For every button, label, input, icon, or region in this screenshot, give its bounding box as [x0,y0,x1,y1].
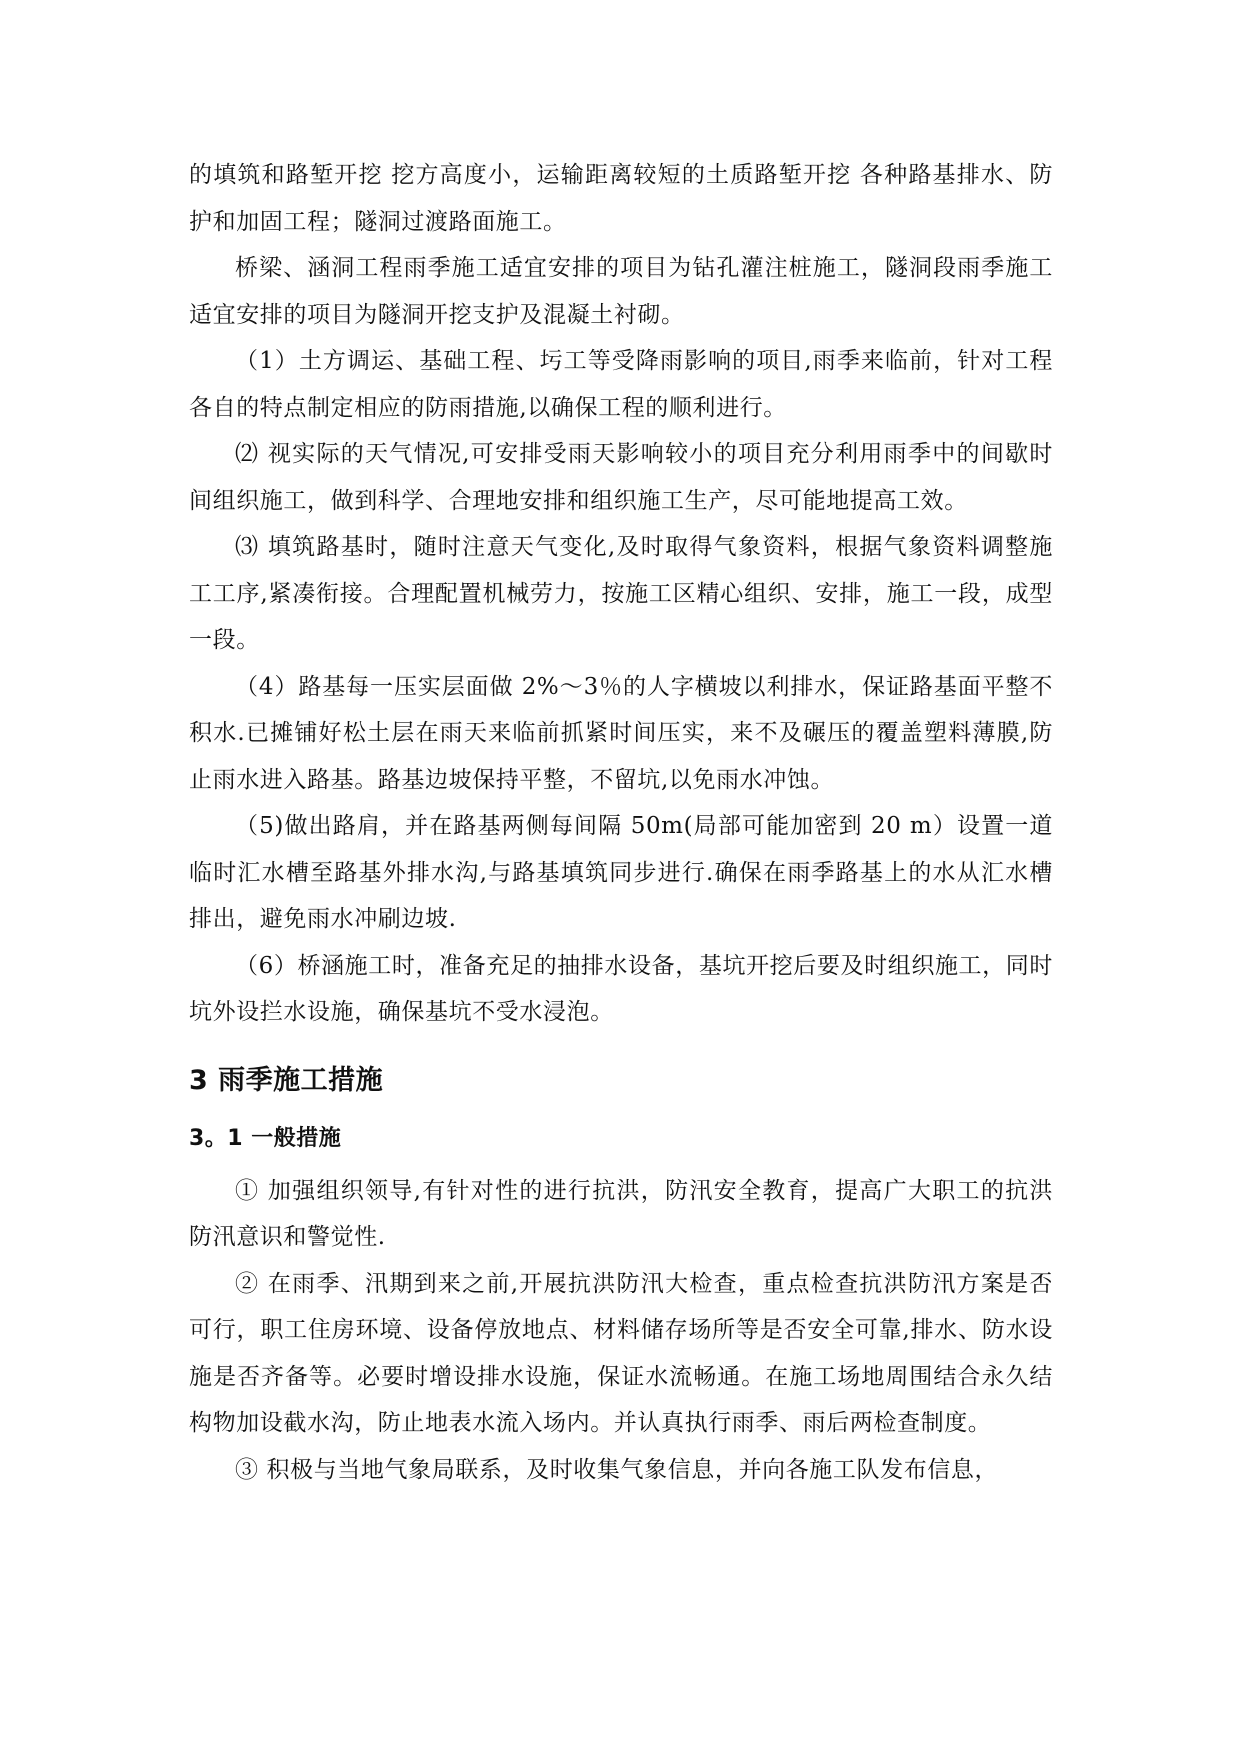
section-heading: 3 雨季施工措施 [189,1064,384,1096]
paragraph-measure-1: ① 加强组织领导,有针对性的进行抗洪，防汛安全教育，提高广大职工的抗洪防汛意识和警觉性. [189,1177,1053,1250]
paragraph-measure-2: ② 在雨季、汛期到来之前,开展抗洪防汛大检查，重点检查抗洪防汛方案是否可行，职工住房环境、设备停放地点、材料储存场所等是否安全可靠,排水、防水设施是否齐备等。必要时增设排水设施，保证水流畅通。在施工场地周围结合永久结构物加设截水沟，防止地表水流入场内。并认真执行雨季、雨后两检查制度。 [189,1270,1053,1436]
document-body [189,152,1053,1493]
subsection-heading: 3。1 一般措施 [189,1125,342,1151]
paragraph-item-4: （4）路基每一压实层面做 2%～3％的人字横坡以利排水，保证路基面平整不积水.已摊铺好松土层在雨天来临前抓紧时间压实，来不及碾压的覆盖塑料薄膜,防止雨水进入路基。路基边坡保持平整，不留坑,以免雨水冲蚀。 [189,673,1053,793]
paragraph-item-3: ⑶ 填筑路基时，随时注意天气变化,及时取得气象资料，根据气象资料调整施工工序,紧凑衔接。合理配置机械劳力，按施工区精心组织、安排，施工一段，成型一段。 [189,534,1053,653]
paragraph-item-6: （6）桥涵施工时，准备充足的抽排水设备，基坑开挖后要及时组织施工，同时坑外设拦水设施，确保基坑不受水浸泡。 [189,952,1053,1025]
paragraph-item-1: （1）土方调运、基础工程、圬工等受降雨影响的项目,雨季来临前，针对工程各自的特点制定相应的防雨措施,以确保工程的顺利进行。 [189,348,1053,421]
paragraph-item-2: ⑵ 视实际的天气情况,可安排受雨天影响较小的项目充分利用雨季中的间歇时间组织施工，做到科学、合理地安排和组织施工生产，尽可能地提高工效。 [189,441,1053,514]
paragraph-measure-3: ③ 积极与当地气象局联系，及时收集气象信息，并向各施工队发布信息， [235,1456,999,1483]
paragraph-item-5: （5)做出路肩，并在路基两侧每间隔 50m(局部可能加密到 20 m）设置一道临时汇水槽至路基外排水沟,与路基填筑同步进行.确保在雨季路基上的水从汇水槽排出，避免雨水冲刷边坡. [189,813,1053,932]
paragraph-continued: 的填筑和路堑开挖 挖方高度小，运输距离较短的土质路堑开挖 各种路基排水、防护和加固工程；隧洞过渡路面施工。 [189,162,1053,235]
paragraph-bridge-culvert: 桥梁、涵洞工程雨季施工适宜安排的项目为钻孔灌注桩施工，隧洞段雨季施工适宜安排的项目为隧洞开挖支护及混凝土衬砌。 [189,255,1053,328]
